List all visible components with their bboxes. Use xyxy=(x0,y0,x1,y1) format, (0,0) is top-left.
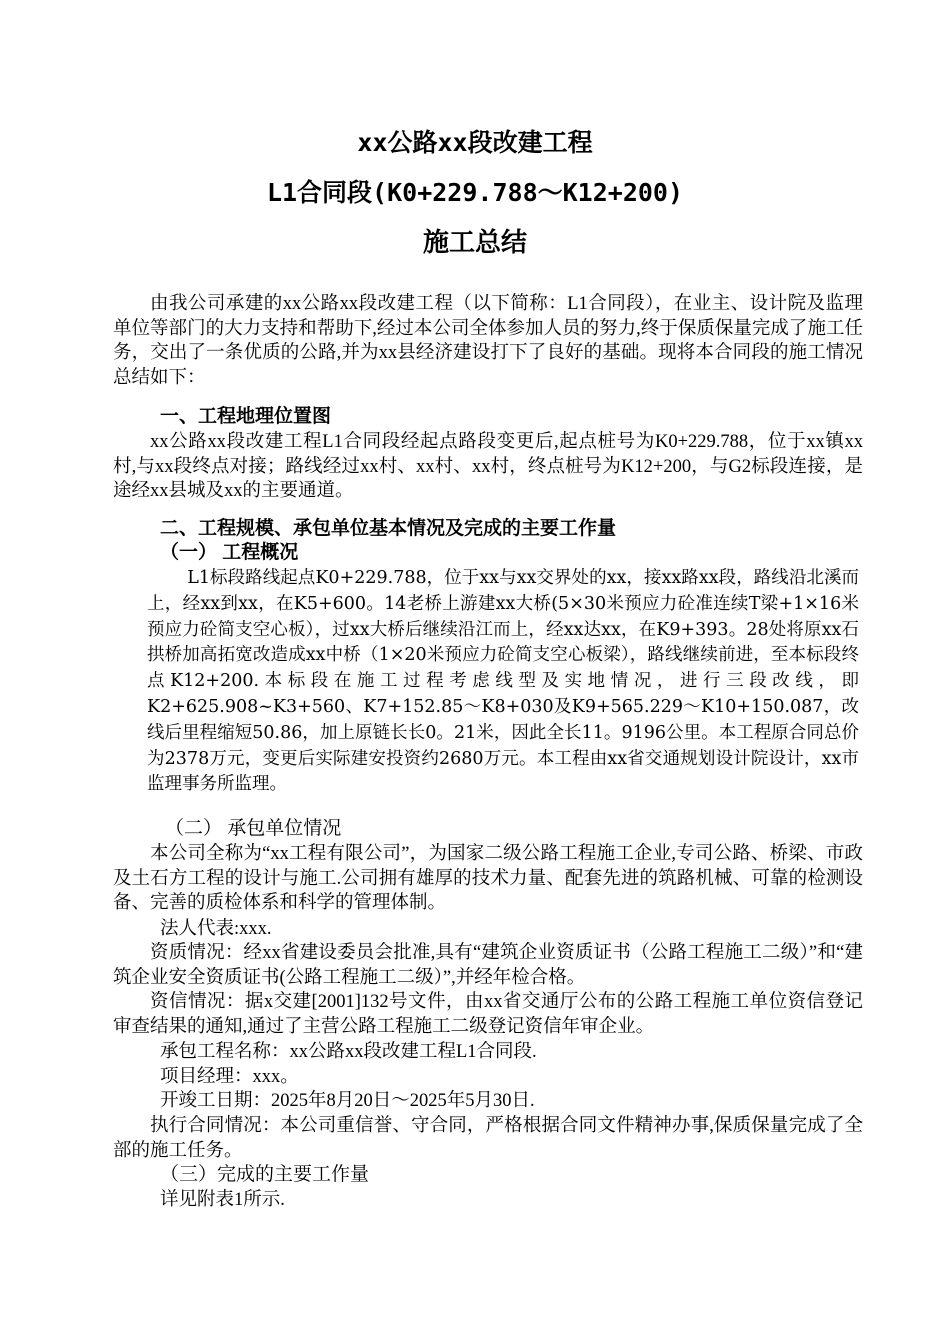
workload-reference: 详见附表1所示. xyxy=(160,1190,285,1210)
intro-text: 由我公司承建的xx公路xx段改建工程（以下简称：L1合同段），在业主、设计院及监理单位等部门的大力支持和帮助下,经过本公司全体参加人员的努力,终于保质保量完成了施工任务，交出了一条优质的公路,并为xx县经济建设打下了良好的基础。现将本合同段的施工情况总结如下： xyxy=(113,294,863,388)
project-overview-paragraph xyxy=(147,566,859,798)
construction-dates: 开竣工日期：2025年8月20日～2025年5月30日. xyxy=(160,1091,535,1111)
contract-execution-text: 执行合同情况：本公司重信誉、守合同，严格根据合同文件精神办事,保质保量完成了全部的施工任务。 xyxy=(113,1116,863,1161)
contract-execution-paragraph xyxy=(113,1114,863,1163)
document-subtitle-summary: 施工总结 xyxy=(422,228,527,258)
qualification-paragraph xyxy=(113,941,863,990)
qualification-text: 资质情况：经xx省建设委员会批准,具有“建筑企业资质证书（公路工程施工二级）”和“建筑企业安全资质证书(公路工程施工二级）”,并经年检合格。 xyxy=(113,943,863,988)
intro-paragraph xyxy=(113,292,863,390)
section2-sub1-heading: （一） 工程概况 xyxy=(160,542,299,563)
section1-paragraph xyxy=(113,430,863,504)
project-manager: 项目经理：xxx。 xyxy=(160,1067,299,1087)
credit-paragraph xyxy=(113,990,863,1039)
document-title: xx公路xx段改建工程 xyxy=(357,128,593,157)
section2-heading: 二、工程规模、承包单位基本情况及完成的主要工作量 xyxy=(160,518,617,539)
section2-sub2-heading: （二） 承包单位情况 xyxy=(165,818,342,839)
project-overview-text: L1标段路线起点K0+229.788，位于xx与xx交界处的xx，接xx路xx段，路线沿北溪而上，经xx到xx，在K5+600。14老桥上游建xx大桥(5×30米预应力砼准连续T梁+1×16米预应力砼简支空心板），过xx大桥后继续沿江而上，经xx达xx，在K9+393。28处将原xx石拱桥加高拓宽改造成xx中桥（1×20米预应力砼简支空心板梁），路线继续前进，至本标段终点K12+200.本标段在施工过程考虑线型及实地情况，进行三段改线，即K2+625.908~K3+560、K7+152.85～K8+030及K9+565.229～K10+150.087，改线后里程缩短50.86，加上原链长长0。21米，因此全长11。9196公里。本工程原合同总价为2378万元，变更后实际建安投资约2680万元。本工程由xx省交通规划设计院设计，xx市监理事务所监理。 xyxy=(147,568,859,795)
section2-sub3-heading: （三）完成的主要工作量 xyxy=(160,1164,370,1185)
section1-text: xx公路xx段改建工程L1合同段经起点路段变更后,起点桩号为K0+229.788，位于xx镇xx村,与xx段终点对接；路线经过xx村、xx村、xx村，终点桩号为K12+200，与G2标段连接，是途经xx县城及xx的主要通道。 xyxy=(113,432,863,501)
document-subtitle-contract-section: L1合同段(K0+229.788～K12+200) xyxy=(266,178,684,207)
contractor-paragraph xyxy=(113,842,863,916)
contractor-text: 本公司全称为“xx工程有限公司”，为国家二级公路工程施工企业,专司公路、桥梁、市政及土石方工程的设计与施工.公司拥有雄厚的技术力量、配套先进的筑路机械、可靠的检测设备、完善的质检体系和科学的管理体制。 xyxy=(113,844,863,913)
section1-heading: 一、工程地理位置图 xyxy=(160,406,332,427)
contract-project-name: 承包工程名称：xx公路xx段改建工程L1合同段. xyxy=(160,1042,537,1062)
credit-text: 资信情况：据x交建[2001]132号文件，由xx省交通厅公布的公路工程施工单位资信登记审查结果的通知,通过了主营公路工程施工二级登记资信年审企业。 xyxy=(113,992,863,1037)
legal-representative: 法人代表:xxx. xyxy=(160,919,272,939)
